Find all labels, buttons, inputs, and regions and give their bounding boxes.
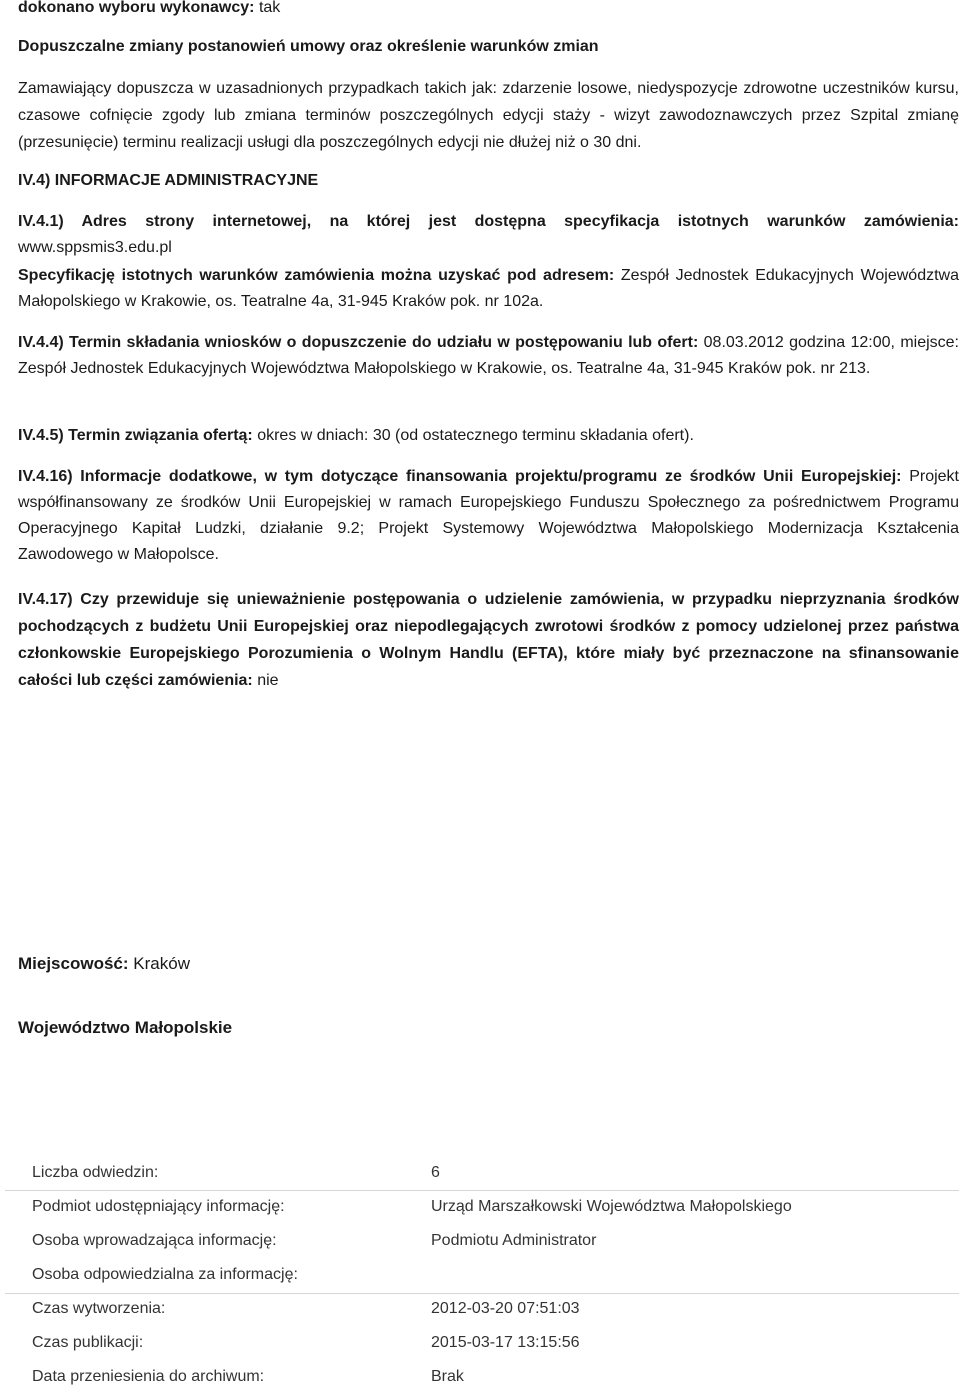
- meta-value: Brak: [431, 1368, 464, 1385]
- meta-row-entered-by: [0, 1224, 960, 1258]
- region-name: Województwo Małopolskie: [18, 1018, 233, 1037]
- iv416-line: [18, 464, 959, 568]
- iv45-line: [18, 423, 694, 449]
- meta-row-created: [0, 1292, 960, 1326]
- meta-label: Osoba wprowadzająca informację:: [32, 1232, 277, 1249]
- meta-row-publisher: [0, 1190, 960, 1224]
- meta-label: Podmiot udostępniający informację:: [32, 1198, 285, 1215]
- iv44-value: 08.03.2012 godzina 12:00, miejsce: Zespół Jednostek Edukacyjnych Województwa Małopolskiego w Krakowie, os. Teatralne 4a, 31-945 Kraków pok. nr 213.: [18, 334, 960, 377]
- iv416-label: IV.4.16) Informacje dodatkowe, w tym dotyczące finansowania projektu/programu ze środków Unii Europejskiej:: [18, 468, 902, 485]
- place-line: [18, 951, 190, 977]
- spec-address: Zespół Jednostek Edukacyjnych Województwa Małopolskiego w Krakowie, os. Teatralne 4a, 31-945 Kraków pok. nr 102a.: [18, 267, 959, 310]
- administrator-link[interactable]: Podmiotu Administrator: [431, 1232, 597, 1249]
- metadata-table: [0, 1156, 960, 1394]
- meta-row-visits: [0, 1156, 960, 1190]
- changes-text: Zamawiający dopuszcza w uzasadnionych przypadkach takich jak: zdarzenie losowe, niedyspozycje zdrowotne uczestników kursu, czasowe cofnięcie zgody lub zmiana terminów poszczególnych edycji staży - wizyt zawodoznawczych przez Szpital zmianę (przesunięcie) terminu realizacji usługi dla poszczególnych edycji nie dłużej niż o 30 dni.: [18, 80, 959, 151]
- admin-heading: IV.4) INFORMACJE ADMINISTRACYJNE: [18, 172, 319, 189]
- meta-value: Urząd Marszałkowski Województwa Małopolskiego: [431, 1198, 792, 1215]
- meta-value: 6: [431, 1164, 440, 1181]
- iv41-line: [18, 209, 959, 261]
- iv45-value: okres w dniach: 30 (od ostatecznego terminu składania ofert).: [257, 427, 694, 444]
- contractor-value: tak: [258, 0, 281, 16]
- meta-value: 2012-03-20 07:51:03: [431, 1300, 580, 1317]
- iv417-label: IV.4.17) Czy przewiduje się unieważnienie postępowania o udzielenie zamówienia, w przypadku nieprzyznania środków pochodzących z budżetu Unii Europejskiej oraz niepodlegających zwrotowi środków z pomocy udzielonej przez państwa członkowskie Europejskiego Porozumienia o Wolnym Handlu (EFTA), które miały być przeznaczone na sfinansowanie całości lub części zamówienia:: [18, 591, 959, 689]
- meta-label: Liczba odwiedzin:: [32, 1164, 159, 1181]
- iv44-label: IV.4.4) Termin składania wniosków o dopuszczenie do udziału w postępowaniu lub ofert:: [18, 334, 699, 351]
- contractor-line: [18, 0, 280, 21]
- iv416-value: Projekt współfinansowany ze środków Unii Europejskiej w ramach Europejskiego Funduszu Społecznego za pośrednictwem Programu Operacyjnego Kapitał Ludzki, działanie 9.2; Projekt Systemowy Województwa Małopolskiego Modernizacja Kształcenia Zawodowego w Małopolsce.: [18, 468, 959, 563]
- changes-heading: Dopuszczalne zmiany postanowień umowy oraz określenie warunków zmian: [18, 38, 599, 55]
- meta-label: Czas publikacji:: [32, 1334, 144, 1351]
- meta-row-responsible: [0, 1258, 960, 1292]
- meta-label: Czas wytworzenia:: [32, 1300, 166, 1317]
- iv417-line: [18, 586, 959, 694]
- spec-line: [18, 263, 959, 315]
- meta-label: Osoba odpowiedzialna za informację:: [32, 1266, 298, 1283]
- place-label: Miejscowość:: [18, 954, 129, 973]
- spec-label: Specyfikację istotnych warunków zamówienia można uzyskać pod adresem:: [18, 267, 615, 284]
- iv417-value: nie: [257, 672, 279, 689]
- contractor-label: dokonano wyboru wykonawcy:: [18, 0, 255, 16]
- meta-value: 2015-03-17 13:15:56: [431, 1334, 580, 1351]
- iv45-label: IV.4.5) Termin związania ofertą:: [18, 427, 253, 444]
- meta-label: Data przeniesienia do archiwum:: [32, 1368, 265, 1385]
- meta-row-archived: [0, 1360, 960, 1394]
- spec-url: www.sppsmis3.edu.pl: [18, 239, 172, 256]
- meta-row-published: [0, 1326, 960, 1360]
- iv41-label: IV.4.1) Adres strony internetowej, na której jest dostępna specyfikacja istotnych warunków zamówienia:: [18, 213, 959, 230]
- iv44-line: [18, 330, 959, 382]
- place-value: Kraków: [133, 954, 190, 973]
